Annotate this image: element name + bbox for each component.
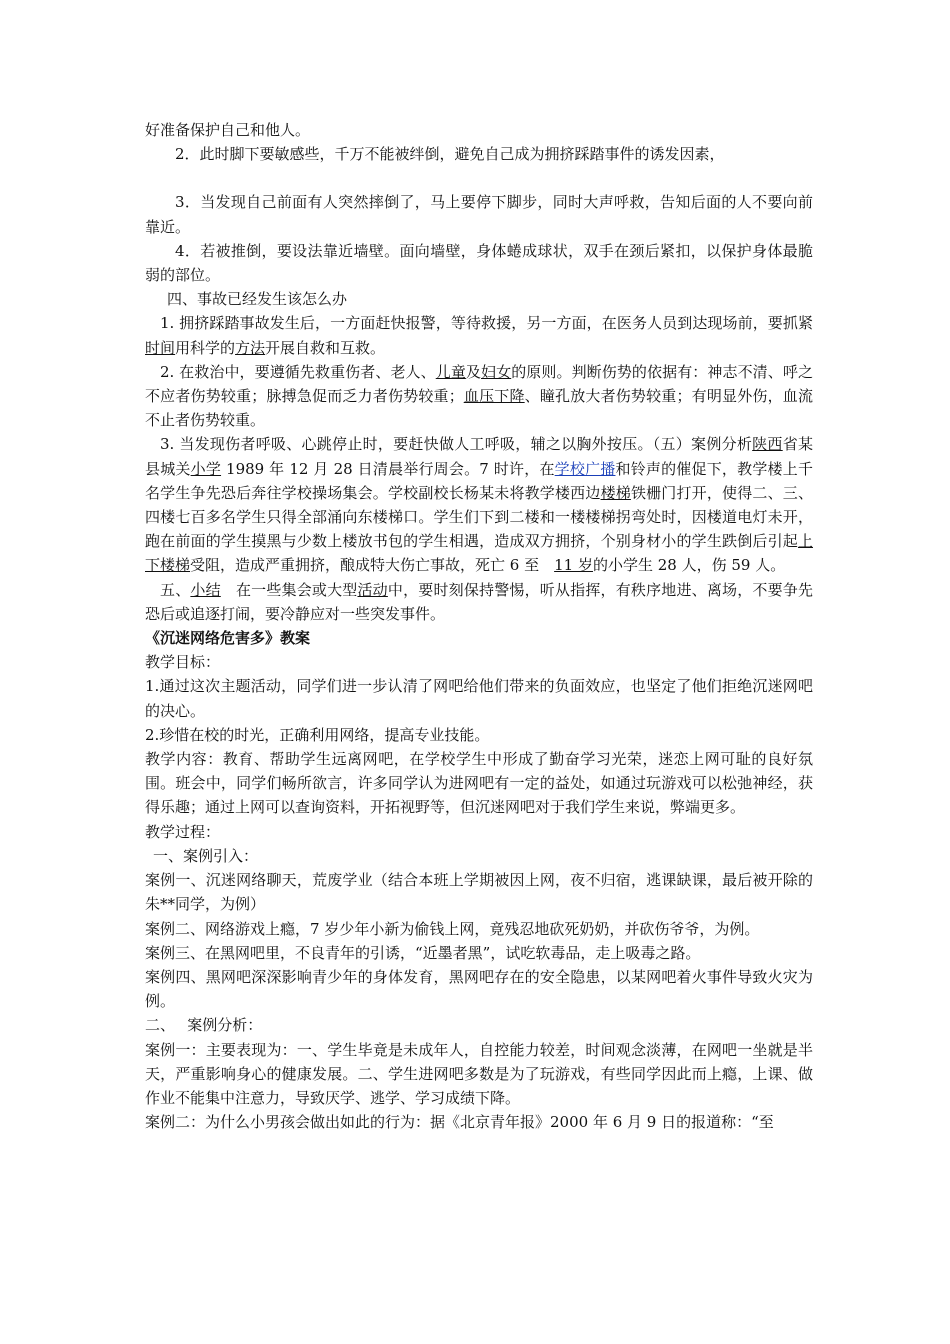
underlined-term-primary-school: 小学 xyxy=(190,459,222,478)
underlined-term-summary: 小结 xyxy=(190,580,221,599)
underlined-term-shaanxi: 陕西 xyxy=(752,435,783,454)
paragraph-tip-4: 4．若被推倒，要设法靠近墙壁。面向墙壁，身体蜷成球状，双手在颈后紧扣，以保护身体最脆弱的部位。 xyxy=(145,241,813,285)
paragraph-rescue-1 xyxy=(145,311,813,359)
paragraph-tip-3: 3．当发现自己前面有人突然摔倒了，马上要停下脚步，同时大声呼救，告知后面的人不要向前靠近。 xyxy=(145,193,813,236)
section-heading-4: 四、事故已经发生该怎么办 xyxy=(167,290,348,309)
blank-line xyxy=(145,166,813,190)
case-4: 案例四、黑网吧深深影响青少年的身体发育，黑网吧存在的安全隐患，以某网吧着火事件导致火灾为例。 xyxy=(145,967,813,1011)
goals-label: 教学目标： xyxy=(145,653,221,672)
underlined-term-method: 方法 xyxy=(235,338,266,357)
link-school-broadcast[interactable]: 学校广播 xyxy=(554,459,616,478)
text: 和铃声的催促下，教学楼上千名学生争先恐后奔往学校操场集会。学校副校长杨某未将教学楼西边 xyxy=(145,459,813,502)
case-1: 案例一、沉迷网络聊天，荒废学业（结合本班上学期被因上网，夜不归宿，逃课缺课，最后被开除的朱**同学，为例） xyxy=(145,871,813,914)
goal-2: 2.珍惜在校的时光，正确利用网络，提高专业技能。 xyxy=(145,725,490,744)
paragraph-tip-2: 2．此时脚下要敏感些，千万不能被绊倒，避免自己成为拥挤踩踏事件的诱发因素， xyxy=(175,145,725,164)
text: 省某县城关 xyxy=(145,435,813,478)
text: 中，要时刻保持警惕，听从指挥，有秩序地进、离场，不要争先恐后或追逐打闹，要冷静应对一些突发事件。 xyxy=(145,580,813,623)
underlined-term-children: 儿童 xyxy=(435,362,466,381)
text: 五、 xyxy=(160,580,191,599)
text: 3. 当发现伤者呼吸、心跳停止时，要赶快做人工呼吸，辅之以胸外按压。（五）案例分析 xyxy=(160,435,753,454)
teaching-content: 教学内容：教育、帮助学生远离网吧，在学校学生中形成了勤奋学习光荣，迷恋上网可耻的良好氛围。班会中，同学们畅所欲言，许多同学认为进网吧有一定的益处，如通过玩游戏可以松弛神经，获得乐趣；通过上网可以查询资料，开拓视野等，但沉迷网吧对于我们学生来说，弊端更多。 xyxy=(145,750,813,817)
paragraph-rescue-3-case xyxy=(145,432,813,577)
text: 用科学的 xyxy=(175,338,236,357)
underlined-term-age: 11 岁 xyxy=(554,556,593,575)
text: 受阻，造成严重拥挤，酿成特大伤亡事故，死亡 6 至 xyxy=(190,556,555,575)
case-2: 案例二、网络游戏上瘾，7 岁少年小新为偷钱上网，竟残忍地砍死奶奶，并砍伤爷爷，为例。 xyxy=(145,919,760,938)
underlined-term-time: 时间 xyxy=(145,338,176,357)
text: 的原则。判断伤势的依据有：神志不清、呼之不应者伤势较重；脉搏急促而乏力者伤势较重； xyxy=(145,362,813,406)
document-body xyxy=(145,118,813,1134)
text: 开展自救和互救。 xyxy=(265,338,386,357)
step-2-heading: 二、 案例分析： xyxy=(145,1016,263,1035)
paragraph-rescue-2 xyxy=(145,360,813,433)
text: 在一些集会或大型 xyxy=(220,580,358,599)
text: 、瞳孔放大者伤势较重；有明显外伤，血流不止者伤势较重。 xyxy=(145,387,813,430)
underlined-term-stairs: 楼梯 xyxy=(600,483,631,502)
paragraph-summary xyxy=(145,578,813,626)
text: 1. 拥挤踩踏事故发生后，一方面赶快报警，等待救援，另一方面，在医务人员到达现场前，要抓紧 xyxy=(160,314,813,333)
analysis-1: 案例一：主要表现为：一、学生毕竟是未成年人，自控能力较差，时间观念淡薄，在网吧一坐就是半天，严重影响身心的健康发展。二、学生进网吧多数是为了玩游戏，有些同学因此而上瘾，上课、做作业不能集中注意力，导致厌学、逃学、学习成绩下降。 xyxy=(145,1040,813,1107)
underlined-term-blood-pressure: 血压下降 xyxy=(463,387,525,406)
text: 2. 在救治中，要遵循先救重伤者、老人、 xyxy=(160,362,436,381)
goal-1: 1.通过这次主题活动，同学们进一步认清了网吧给他们带来的负面效应，也坚定了他们拒绝沉迷网吧的决心。 xyxy=(145,677,813,720)
step-1-heading: 一、案例引入： xyxy=(153,846,259,865)
underlined-term-activity: 活动 xyxy=(357,580,388,599)
paragraph-prepare: 好准备保护自己和他人。 xyxy=(145,121,311,139)
analysis-2: 案例二：为什么小男孩会做出如此的行为：据《北京青年报》2000 年 6 月 9 日的报道称：“至 xyxy=(145,1113,774,1132)
process-label: 教学过程： xyxy=(145,822,221,841)
text: 的小学生 28 人，伤 59 人。 xyxy=(592,556,786,575)
lesson-title: 《沉迷网络危害多》教案 xyxy=(145,629,311,648)
underlined-term-up-down-stairs: 上下楼梯 xyxy=(145,532,813,575)
text: 1989 年 12 月 28 日清晨举行周会。7 时许，在 xyxy=(221,459,555,478)
underlined-term-women: 妇女 xyxy=(481,362,512,381)
text: 及 xyxy=(465,362,482,381)
case-3: 案例三、在黑网吧里，不良青年的引诱，“近墨者黑”，试吃软毒品，走上吸毒之路。 xyxy=(145,943,701,962)
text: 铁栅门打开，使得二、三、四楼七百多名学生只得全部涌向东楼梯口。学生们下到二楼和一楼楼梯拐弯处时，因楼道电灯未开，跑在前面的学生摸黑与少数上楼放书包的学生相遇，造成双方拥挤，个别身材小的学生跌倒后引起 xyxy=(145,483,813,551)
